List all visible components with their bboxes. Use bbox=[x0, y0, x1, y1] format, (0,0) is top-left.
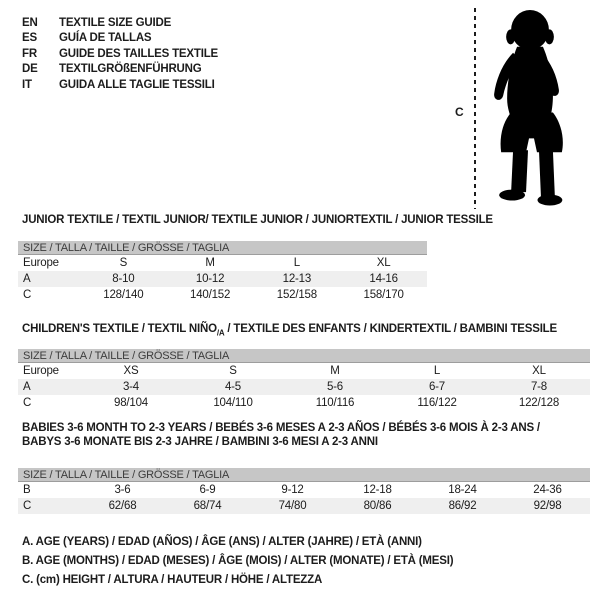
size-header-bar: SIZE / TALLA / TAILLE / GRÖSSE / TAGLIA bbox=[18, 349, 590, 363]
age-cell: 8-10 bbox=[112, 273, 135, 285]
legend-line-a: A. AGE (YEARS) / EDAD (AÑOS) / ÂGE (ANS) / ALTER (JAHRE) / ETÀ (ANNI) bbox=[22, 535, 422, 548]
language-label: GUÍA DE TALLAS bbox=[59, 32, 152, 45]
size-cell: M bbox=[205, 257, 215, 269]
height-cell: 140/152 bbox=[190, 289, 231, 301]
height-cell: 128/140 bbox=[103, 289, 144, 301]
age-cell: 14-16 bbox=[369, 273, 398, 285]
months-cell: 12-18 bbox=[363, 484, 392, 496]
height-cell: 86/92 bbox=[448, 500, 477, 512]
junior-size-table bbox=[18, 241, 427, 303]
language-code: EN bbox=[22, 16, 38, 29]
months-cell: 18-24 bbox=[448, 484, 477, 496]
row-label: Europe bbox=[23, 365, 59, 377]
language-row-fr bbox=[22, 46, 218, 62]
row-label: C bbox=[23, 289, 32, 301]
row-label: C bbox=[23, 500, 32, 512]
size-cell: M bbox=[330, 365, 340, 377]
table-row-height bbox=[18, 498, 590, 514]
language-title-list bbox=[22, 15, 218, 93]
age-cell: 3-4 bbox=[122, 381, 140, 393]
row-label: B bbox=[23, 484, 31, 496]
height-cell: 98/104 bbox=[114, 397, 148, 409]
row-label: A bbox=[23, 273, 31, 285]
age-cell: 5-6 bbox=[326, 381, 344, 393]
language-label: GUIDA ALLE TAGLIE TESSILI bbox=[59, 78, 215, 91]
row-label: Europe bbox=[23, 257, 59, 269]
months-cell: 9-12 bbox=[281, 484, 304, 496]
size-cell: XS bbox=[123, 365, 139, 377]
language-row-es bbox=[22, 31, 218, 47]
measure-legend bbox=[22, 532, 453, 589]
table-row-europe bbox=[18, 255, 427, 271]
children-size-table bbox=[18, 349, 590, 411]
table-row-height bbox=[18, 395, 590, 411]
height-cell: 152/158 bbox=[276, 289, 317, 301]
table-row-age bbox=[18, 379, 590, 395]
height-cell: 80/86 bbox=[363, 500, 392, 512]
size-cell: XL bbox=[532, 365, 546, 377]
height-cell: 116/122 bbox=[417, 397, 457, 409]
height-cell: 104/110 bbox=[213, 397, 253, 409]
language-code: ES bbox=[22, 32, 37, 45]
table-row-age bbox=[18, 271, 427, 287]
months-cell: 3-6 bbox=[114, 484, 131, 496]
size-cell: L bbox=[293, 257, 300, 269]
size-cell: S bbox=[229, 365, 237, 377]
babies-size-table bbox=[18, 468, 590, 514]
language-row-en bbox=[22, 15, 218, 31]
size-header-bar: SIZE / TALLA / TAILLE / GRÖSSE / TAGLIA bbox=[18, 241, 427, 255]
title-line-2: BABYS 3-6 MONATE BIS 2-3 JAHRE / BAMBINI 3-6 MESI A 2-3 ANNI bbox=[22, 436, 378, 448]
height-cell: 74/80 bbox=[278, 500, 307, 512]
age-cell: 10-12 bbox=[195, 273, 225, 285]
language-label: TEXTILGRÖßENFÜHRUNG bbox=[59, 63, 202, 76]
size-cell: L bbox=[433, 365, 441, 377]
language-code: IT bbox=[22, 78, 32, 91]
language-code: FR bbox=[22, 47, 37, 60]
section-title-children bbox=[22, 322, 557, 340]
language-row-it bbox=[22, 77, 218, 93]
legend-line-c: C. (cm) HEIGHT / ALTURA / HAUTEUR / HÖHE / ALTEZZA bbox=[22, 573, 323, 586]
language-label: TEXTILE SIZE GUIDE bbox=[59, 16, 172, 29]
row-label: C bbox=[23, 397, 32, 409]
title-subscript: /A bbox=[216, 328, 225, 338]
row-label: A bbox=[23, 381, 31, 393]
size-cell: S bbox=[119, 257, 128, 269]
age-cell: 7-8 bbox=[530, 381, 548, 393]
age-cell: 4-5 bbox=[224, 381, 242, 393]
legend-line-b: B. AGE (MONTHS) / EDAD (MESES) / ÂGE (MOIS) / ALTER (MONATE) / ETÀ (MESI) bbox=[22, 554, 454, 567]
size-cell: XL bbox=[376, 257, 391, 269]
table-row-height bbox=[18, 287, 427, 303]
months-cell: 24-36 bbox=[533, 484, 562, 496]
table-row-months bbox=[18, 482, 590, 498]
height-cell: 122/128 bbox=[518, 397, 560, 409]
toddler-silhouette-icon bbox=[486, 9, 578, 208]
age-cell: 6-7 bbox=[428, 381, 446, 393]
language-row-de bbox=[22, 62, 218, 78]
height-cell: 158/170 bbox=[363, 289, 404, 301]
height-cell: 92/98 bbox=[533, 500, 562, 512]
months-cell: 6-9 bbox=[199, 484, 216, 496]
height-measure-dashed-line bbox=[474, 8, 476, 209]
height-cell: 68/74 bbox=[193, 500, 222, 512]
title-line-1: BABIES 3-6 MONTH TO 2-3 YEARS / BEBÉS 3-6 MESES A 2-3 AÑOS / BÉBÉS 3-6 MOIS À 2-3 ANS / bbox=[22, 422, 540, 434]
height-measure-label: C bbox=[455, 105, 464, 119]
language-label: GUIDE DES TAILLES TEXTILE bbox=[59, 47, 218, 60]
title-text: / TEXTILE DES ENFANTS / KINDERTEXTIL / BAMBINI TESSILE bbox=[224, 323, 557, 335]
height-cell: 110/116 bbox=[315, 397, 355, 409]
section-title-babies bbox=[22, 421, 582, 449]
size-header-bar: SIZE / TALLA / TAILLE / GRÖSSE / TAGLIA bbox=[18, 468, 590, 482]
height-cell: 62/68 bbox=[108, 500, 137, 512]
language-code: DE bbox=[22, 63, 38, 76]
title-text: CHILDREN'S TEXTILE / TEXTIL NIÑO bbox=[22, 323, 217, 335]
table-row-europe bbox=[18, 363, 590, 379]
section-title-junior: JUNIOR TEXTILE / TEXTIL JUNIOR/ TEXTILE JUNIOR / JUNIORTEXTIL / JUNIOR TESSILE bbox=[22, 214, 493, 226]
age-cell: 12-13 bbox=[282, 273, 312, 285]
